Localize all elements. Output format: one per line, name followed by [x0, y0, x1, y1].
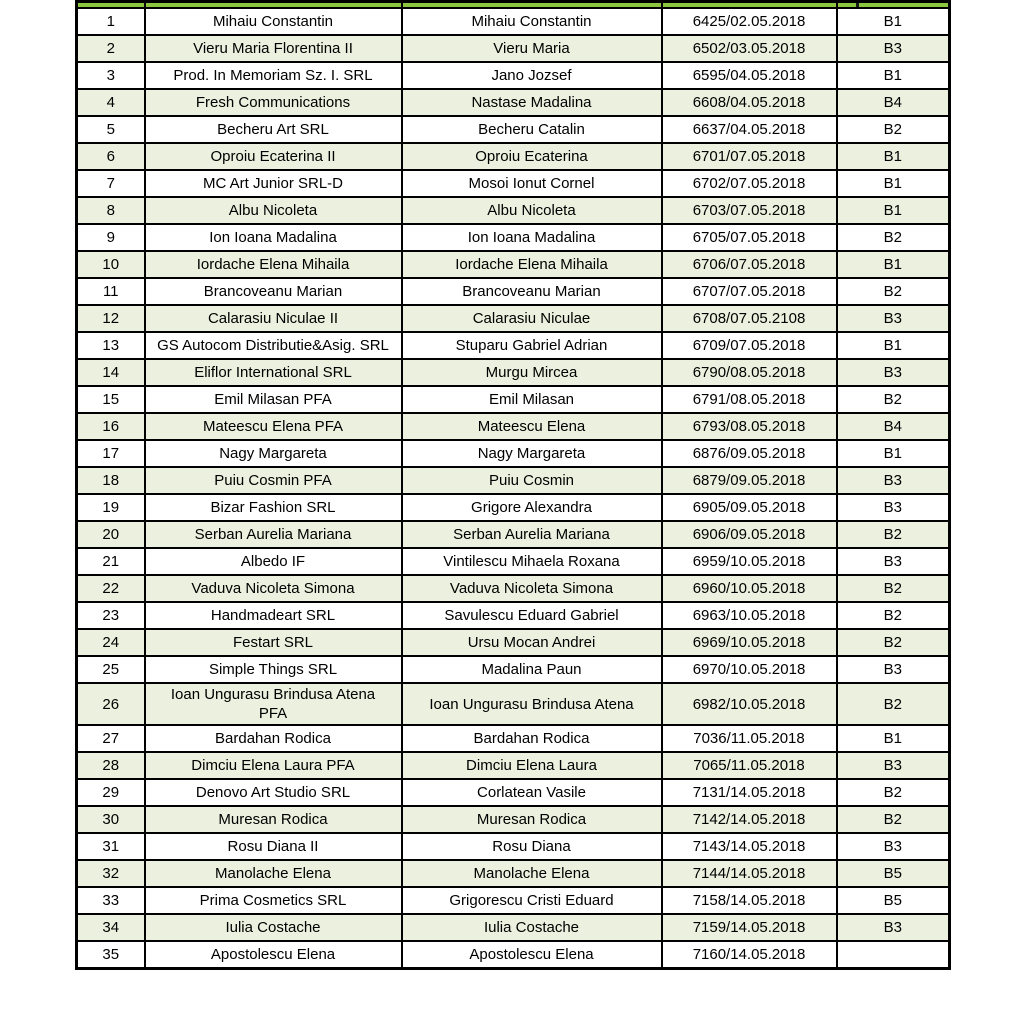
cell-person-name: Apostolescu Elena [402, 941, 662, 969]
cell-person-name: Grigorescu Cristi Eduard [402, 887, 662, 914]
cell-company-name: Muresan Rodica [145, 806, 402, 833]
table-row [77, 170, 950, 197]
cell-company-name: MC Art Junior SRL-D [145, 170, 402, 197]
cell-company-name: Denovo Art Studio SRL [145, 779, 402, 806]
table-row [77, 725, 950, 752]
cell-row-number: 32 [77, 860, 145, 887]
cell-code: B2 [837, 278, 950, 305]
cell-row-number: 18 [77, 467, 145, 494]
table-row [77, 89, 950, 116]
table-row [77, 833, 950, 860]
cell-person-name: Iulia Costache [402, 914, 662, 941]
cell-registration-number: 6793/08.05.2018 [662, 413, 837, 440]
table-row [77, 656, 950, 683]
cell-registration-number: 7159/14.05.2018 [662, 914, 837, 941]
cell-registration-number: 6879/09.05.2018 [662, 467, 837, 494]
cell-company-name: Becheru Art SRL [145, 116, 402, 143]
cell-row-number: 27 [77, 725, 145, 752]
cell-code: B2 [837, 683, 950, 725]
cell-person-name: Ion Ioana Madalina [402, 224, 662, 251]
table-row [77, 197, 950, 224]
cell-code: B1 [837, 725, 950, 752]
cell-code: B3 [837, 548, 950, 575]
cell-company-name: Albedo IF [145, 548, 402, 575]
table-row [77, 359, 950, 386]
cell-person-name: Iordache Elena Mihaila [402, 251, 662, 278]
cell-row-number: 12 [77, 305, 145, 332]
table-row [77, 62, 950, 89]
cell-registration-number: 6702/07.05.2018 [662, 170, 837, 197]
cell-company-name: Prima Cosmetics SRL [145, 887, 402, 914]
cell-code: B2 [837, 521, 950, 548]
table-row [77, 806, 950, 833]
cell-row-number: 22 [77, 575, 145, 602]
cell-code: B3 [837, 914, 950, 941]
table-row [77, 941, 950, 969]
cell-row-number: 25 [77, 656, 145, 683]
cell-code: B1 [837, 197, 950, 224]
cell-code: B2 [837, 629, 950, 656]
cell-person-name: Madalina Paun [402, 656, 662, 683]
cell-company-name: Manolache Elena [145, 860, 402, 887]
cell-person-name: Stuparu Gabriel Adrian [402, 332, 662, 359]
table-row [77, 8, 950, 35]
cell-person-name: Albu Nicoleta [402, 197, 662, 224]
cell-company-name: Simple Things SRL [145, 656, 402, 683]
cell-registration-number: 6703/07.05.2018 [662, 197, 837, 224]
cell-company-name: Rosu Diana II [145, 833, 402, 860]
cell-person-name: Manolache Elena [402, 860, 662, 887]
cell-person-name: Nagy Margareta [402, 440, 662, 467]
cell-company-name: Festart SRL [145, 629, 402, 656]
table-row [77, 752, 950, 779]
cell-person-name: Muresan Rodica [402, 806, 662, 833]
cell-code: B1 [837, 440, 950, 467]
cell-registration-number: 6876/09.05.2018 [662, 440, 837, 467]
cell-row-number: 10 [77, 251, 145, 278]
cell-person-name: Puiu Cosmin [402, 467, 662, 494]
table-row [77, 143, 950, 170]
cell-code: B3 [837, 656, 950, 683]
cell-row-number: 4 [77, 89, 145, 116]
cell-row-number: 5 [77, 116, 145, 143]
cell-company-name: Serban Aurelia Mariana [145, 521, 402, 548]
cell-person-name: Ursu Mocan Andrei [402, 629, 662, 656]
cell-code: B3 [837, 494, 950, 521]
cell-registration-number: 6637/04.05.2018 [662, 116, 837, 143]
table-header-cutoff [77, 2, 950, 9]
cell-registration-number: 6709/07.05.2018 [662, 332, 837, 359]
cell-row-number: 17 [77, 440, 145, 467]
cell-registration-number: 7065/11.05.2018 [662, 752, 837, 779]
cell-row-number: 8 [77, 197, 145, 224]
cell-person-name: Oproiu Ecaterina [402, 143, 662, 170]
cell-registration-number: 6963/10.05.2018 [662, 602, 837, 629]
cell-code: B4 [837, 413, 950, 440]
cell-company-name: Emil Milasan PFA [145, 386, 402, 413]
table-row [77, 548, 950, 575]
cell-row-number: 35 [77, 941, 145, 969]
cell-code: B3 [837, 752, 950, 779]
table-row [77, 521, 950, 548]
cell-company-name: Vaduva Nicoleta Simona [145, 575, 402, 602]
cell-row-number: 30 [77, 806, 145, 833]
cell-code: B2 [837, 779, 950, 806]
table-row [77, 332, 950, 359]
cell-person-name: Nastase Madalina [402, 89, 662, 116]
cell-person-name: Vintilescu Mihaela Roxana [402, 548, 662, 575]
cell-company-name: Puiu Cosmin PFA [145, 467, 402, 494]
cell-company-name: Oproiu Ecaterina II [145, 143, 402, 170]
cell-registration-number: 6707/07.05.2018 [662, 278, 837, 305]
cell-company-name: Bardahan Rodica [145, 725, 402, 752]
header-cell-number [662, 2, 837, 9]
cell-registration-number: 7160/14.05.2018 [662, 941, 837, 969]
cell-registration-number: 6608/04.05.2018 [662, 89, 837, 116]
cell-row-number: 9 [77, 224, 145, 251]
cell-person-name: Dimciu Elena Laura [402, 752, 662, 779]
cell-person-name: Murgu Mircea [402, 359, 662, 386]
cell-row-number: 21 [77, 548, 145, 575]
cell-row-number: 20 [77, 521, 145, 548]
cell-row-number: 3 [77, 62, 145, 89]
cell-code: B3 [837, 305, 950, 332]
cell-company-name: Vieru Maria Florentina II [145, 35, 402, 62]
cell-row-number: 19 [77, 494, 145, 521]
header-cell-no [77, 2, 145, 9]
cell-registration-number: 7036/11.05.2018 [662, 725, 837, 752]
cell-person-name: Becheru Catalin [402, 116, 662, 143]
cell-row-number: 31 [77, 833, 145, 860]
cell-registration-number: 6595/04.05.2018 [662, 62, 837, 89]
header-cell-company [145, 2, 402, 9]
table-row [77, 467, 950, 494]
cell-registration-number: 6701/07.05.2018 [662, 143, 837, 170]
cell-code: B1 [837, 62, 950, 89]
cell-row-number: 1 [77, 8, 145, 35]
cell-registration-number: 7143/14.05.2018 [662, 833, 837, 860]
registry-table [75, 0, 951, 970]
header-cell-person [402, 2, 662, 9]
cell-code: B4 [837, 89, 950, 116]
cell-code: B5 [837, 887, 950, 914]
cell-code: B3 [837, 833, 950, 860]
cell-code: B5 [837, 860, 950, 887]
cell-company-name: Brancoveanu Marian [145, 278, 402, 305]
cell-person-name: Ioan Ungurasu Brindusa Atena [402, 683, 662, 725]
cell-person-name: Mihaiu Constantin [402, 8, 662, 35]
cell-registration-number: 6425/02.05.2018 [662, 8, 837, 35]
table-row [77, 224, 950, 251]
table-row [77, 251, 950, 278]
cell-company-name: Apostolescu Elena [145, 941, 402, 969]
cell-person-name: Vaduva Nicoleta Simona [402, 575, 662, 602]
cell-registration-number: 6790/08.05.2018 [662, 359, 837, 386]
cell-company-name: Iulia Costache [145, 914, 402, 941]
table-row [77, 602, 950, 629]
table-row [77, 575, 950, 602]
cell-registration-number: 6502/03.05.2018 [662, 35, 837, 62]
table-row [77, 386, 950, 413]
cell-registration-number: 7142/14.05.2018 [662, 806, 837, 833]
cell-person-name: Vieru Maria [402, 35, 662, 62]
cell-registration-number: 6791/08.05.2018 [662, 386, 837, 413]
cell-code: B2 [837, 806, 950, 833]
cell-row-number: 7 [77, 170, 145, 197]
cell-code [837, 941, 950, 969]
table-row [77, 278, 950, 305]
cell-code: B2 [837, 116, 950, 143]
cell-person-name: Brancoveanu Marian [402, 278, 662, 305]
cell-row-number: 11 [77, 278, 145, 305]
cell-code: B1 [837, 332, 950, 359]
cell-row-number: 34 [77, 914, 145, 941]
table-row [77, 116, 950, 143]
table-body [77, 8, 950, 969]
cell-code: B1 [837, 170, 950, 197]
cell-company-name: Fresh Communications [145, 89, 402, 116]
cell-registration-number: 6708/07.05.2108 [662, 305, 837, 332]
cell-registration-number: 7158/14.05.2018 [662, 887, 837, 914]
cell-person-name: Bardahan Rodica [402, 725, 662, 752]
cell-row-number: 13 [77, 332, 145, 359]
table-row [77, 683, 950, 725]
cell-code: B3 [837, 467, 950, 494]
cell-registration-number: 6982/10.05.2018 [662, 683, 837, 725]
cell-company-name: Bizar Fashion SRL [145, 494, 402, 521]
table-row [77, 440, 950, 467]
cell-person-name: Mateescu Elena [402, 413, 662, 440]
cell-code: B2 [837, 575, 950, 602]
cell-person-name: Corlatean Vasile [402, 779, 662, 806]
cell-row-number: 2 [77, 35, 145, 62]
cell-code: B1 [837, 8, 950, 35]
cell-registration-number: 6705/07.05.2018 [662, 224, 837, 251]
cell-person-name: Grigore Alexandra [402, 494, 662, 521]
header-cell-code [837, 2, 950, 9]
table-row [77, 779, 950, 806]
cell-registration-number: 6969/10.05.2018 [662, 629, 837, 656]
cell-company-name: GS Autocom Distributie&Asig. SRL [145, 332, 402, 359]
table-row [77, 35, 950, 62]
cell-company-name: Calarasiu Niculae II [145, 305, 402, 332]
cell-person-name: Mosoi Ionut Cornel [402, 170, 662, 197]
cell-company-name: Albu Nicoleta [145, 197, 402, 224]
cell-registration-number: 7131/14.05.2018 [662, 779, 837, 806]
cell-company-name: Dimciu Elena Laura PFA [145, 752, 402, 779]
table-row [77, 887, 950, 914]
cell-row-number: 16 [77, 413, 145, 440]
cell-code: B1 [837, 251, 950, 278]
cell-code: B2 [837, 224, 950, 251]
cell-company-name: Nagy Margareta [145, 440, 402, 467]
cell-person-name: Savulescu Eduard Gabriel [402, 602, 662, 629]
table-row [77, 413, 950, 440]
cell-code: B1 [837, 143, 950, 170]
cell-code: B3 [837, 35, 950, 62]
cell-row-number: 15 [77, 386, 145, 413]
cell-row-number: 26 [77, 683, 145, 725]
cell-row-number: 29 [77, 779, 145, 806]
cell-company-name: Prod. In Memoriam Sz. I. SRL [145, 62, 402, 89]
cell-row-number: 6 [77, 143, 145, 170]
cell-code: B2 [837, 386, 950, 413]
cell-registration-number: 6906/09.05.2018 [662, 521, 837, 548]
table-row [77, 494, 950, 521]
header-cutoff-glyph [856, 2, 859, 7]
cell-person-name: Jano Jozsef [402, 62, 662, 89]
cell-person-name: Serban Aurelia Mariana [402, 521, 662, 548]
cell-company-name: Mihaiu Constantin [145, 8, 402, 35]
cell-person-name: Calarasiu Niculae [402, 305, 662, 332]
cell-code: B3 [837, 359, 950, 386]
table-row [77, 629, 950, 656]
table-row [77, 860, 950, 887]
cell-registration-number: 7144/14.05.2018 [662, 860, 837, 887]
cell-code: B2 [837, 602, 950, 629]
cell-registration-number: 6706/07.05.2018 [662, 251, 837, 278]
cell-registration-number: 6960/10.05.2018 [662, 575, 837, 602]
cell-company-name: Ion Ioana Madalina [145, 224, 402, 251]
cell-row-number: 33 [77, 887, 145, 914]
cell-company-name: Ioan Ungurasu Brindusa Atena PFA [145, 683, 402, 725]
cell-row-number: 23 [77, 602, 145, 629]
cell-registration-number: 6905/09.05.2018 [662, 494, 837, 521]
cell-person-name: Rosu Diana [402, 833, 662, 860]
cell-person-name: Emil Milasan [402, 386, 662, 413]
cell-row-number: 24 [77, 629, 145, 656]
cell-company-name: Iordache Elena Mihaila [145, 251, 402, 278]
cell-company-name: Handmadeart SRL [145, 602, 402, 629]
table-row [77, 305, 950, 332]
cell-row-number: 28 [77, 752, 145, 779]
cell-registration-number: 6959/10.05.2018 [662, 548, 837, 575]
cell-row-number: 14 [77, 359, 145, 386]
table-row [77, 914, 950, 941]
cell-company-name: Mateescu Elena PFA [145, 413, 402, 440]
cell-company-name: Eliflor International SRL [145, 359, 402, 386]
cell-registration-number: 6970/10.05.2018 [662, 656, 837, 683]
